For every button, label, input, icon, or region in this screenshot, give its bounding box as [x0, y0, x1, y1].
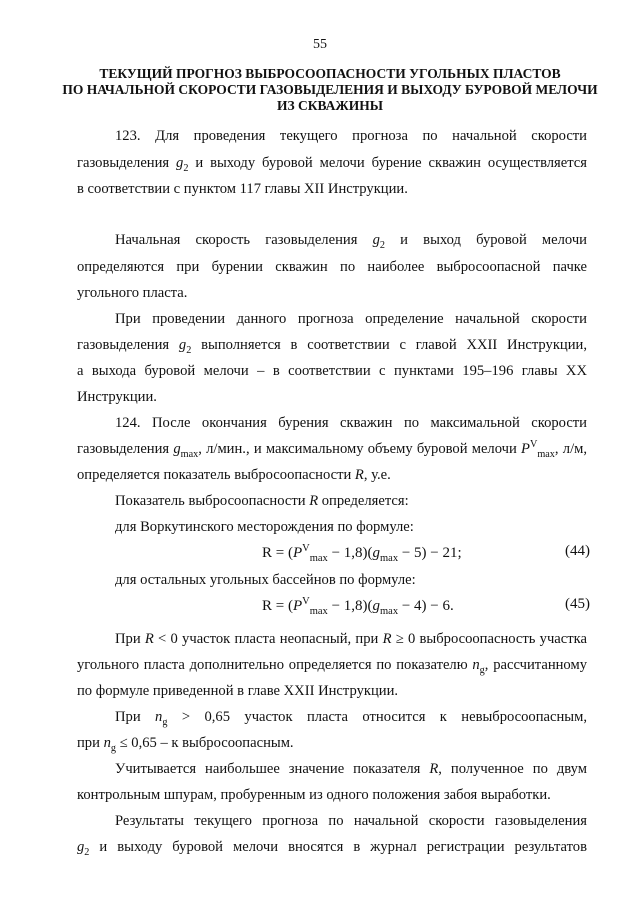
p124-line-2: газовыделения $g_{max}$, л/мин., и максимальному объему буровой мелочи $P^V_{max}$, л/м, [77, 439, 588, 460]
section-title [60, 66, 600, 114]
p-indicator: Показатель выбросоопасности R определяется: [115, 493, 409, 509]
p-conduct-line-3: а выхода буровой мелочи – в соответствии с пунктами 195–196 главы XX [77, 363, 587, 379]
p124-line-3: определяется показатель выбросоопасности R, у.е. [77, 467, 391, 483]
formula-44: $R = (P^V_{max} - 1,8)(g_{max} - 5) - 21$; [262, 543, 462, 564]
p-conduct-line-4: Инструкции. [77, 389, 157, 405]
page-number: 55 [313, 37, 327, 52]
equation-number-45: (45) [565, 596, 590, 612]
p-results-line-1: Результаты текущего прогноза по начальной скорости газовыделения [115, 813, 587, 829]
p123-line-3: в соответствии с пунктом 117 главы XII Инструкции. [77, 181, 408, 197]
p-other: для остальных угольных бассейнов по формуле: [115, 572, 416, 588]
p-r-line-3: по формуле приведенной в главе XXII Инструкции. [77, 683, 399, 699]
p-max-line-2: контрольным шпурам, пробуренным из одного положения забоя выработки. [77, 787, 551, 803]
p124-line-1: 124. После окончания бурения скважин по максимальной скорости [115, 415, 587, 431]
p-vorkuta: для Воркутинского месторождения по формуле: [115, 519, 414, 535]
p-start-line-2: определяются при бурении скважин по наиболее выбросоопасной пачке [77, 259, 587, 275]
p-conduct-line-1: При проведении данного прогноза определение начальной скорости [115, 311, 587, 327]
equation-number-44: (44) [565, 543, 590, 559]
p-start-line-1: Начальная скорость газовыделения $g_2$ и выход буровой мелочи [115, 232, 587, 251]
p-results-line-2: $g_2$ и выходу буровой мелочи вносятся в журнал регистрации результатов [77, 839, 587, 858]
title-line-1: ТЕКУЩИЙ ПРОГНОЗ ВЫБРОСООПАСНОСТИ УГОЛЬНЫХ ПЛАСТОВ [99, 66, 561, 81]
p-ng-line-2: при $n_g \le 0,65 - к$ выбросоопасным. [77, 735, 294, 754]
title-line-2: ПО НАЧАЛЬНОЙ СКОРОСТИ ГАЗОВЫДЕЛЕНИЯ И ВЫХОДУ БУРОВОЙ МЕЛОЧИ [62, 82, 598, 97]
p-conduct-line-2: газовыделения $g_2$ выполняется в соответствии с главой XXII Инструкции, [77, 337, 587, 356]
p-start-line-3: угольного пласта. [77, 285, 188, 301]
p-ng-line-1: При $n_g > 0,65$ участок пласта относится к невыбросоопасным, [115, 709, 587, 728]
p-max-line-1: Учитывается наибольшее значение показателя R, полученное по двум [115, 761, 588, 777]
p123-line-2: газовыделения $g_2$ и выходу буровой мелочи бурение скважин осуществляется [77, 155, 587, 174]
p-r-line-1: При R < 0 участок пласта неопасный, при R ≥ 0 выбросоопасность участка [115, 631, 587, 647]
p123-line-1: 123. Для проведения текущего прогноза по начальной скорости [115, 128, 587, 144]
formula-45: $R = (P^V_{max} - 1,8)(g_{max} - 4) - 6$. [262, 596, 454, 617]
p-r-line-2: угольного пласта дополнительно определяется по показателю $n_g$, рассчитанному [77, 657, 587, 676]
title-line-3: ИЗ СКВАЖИНЫ [276, 98, 384, 113]
